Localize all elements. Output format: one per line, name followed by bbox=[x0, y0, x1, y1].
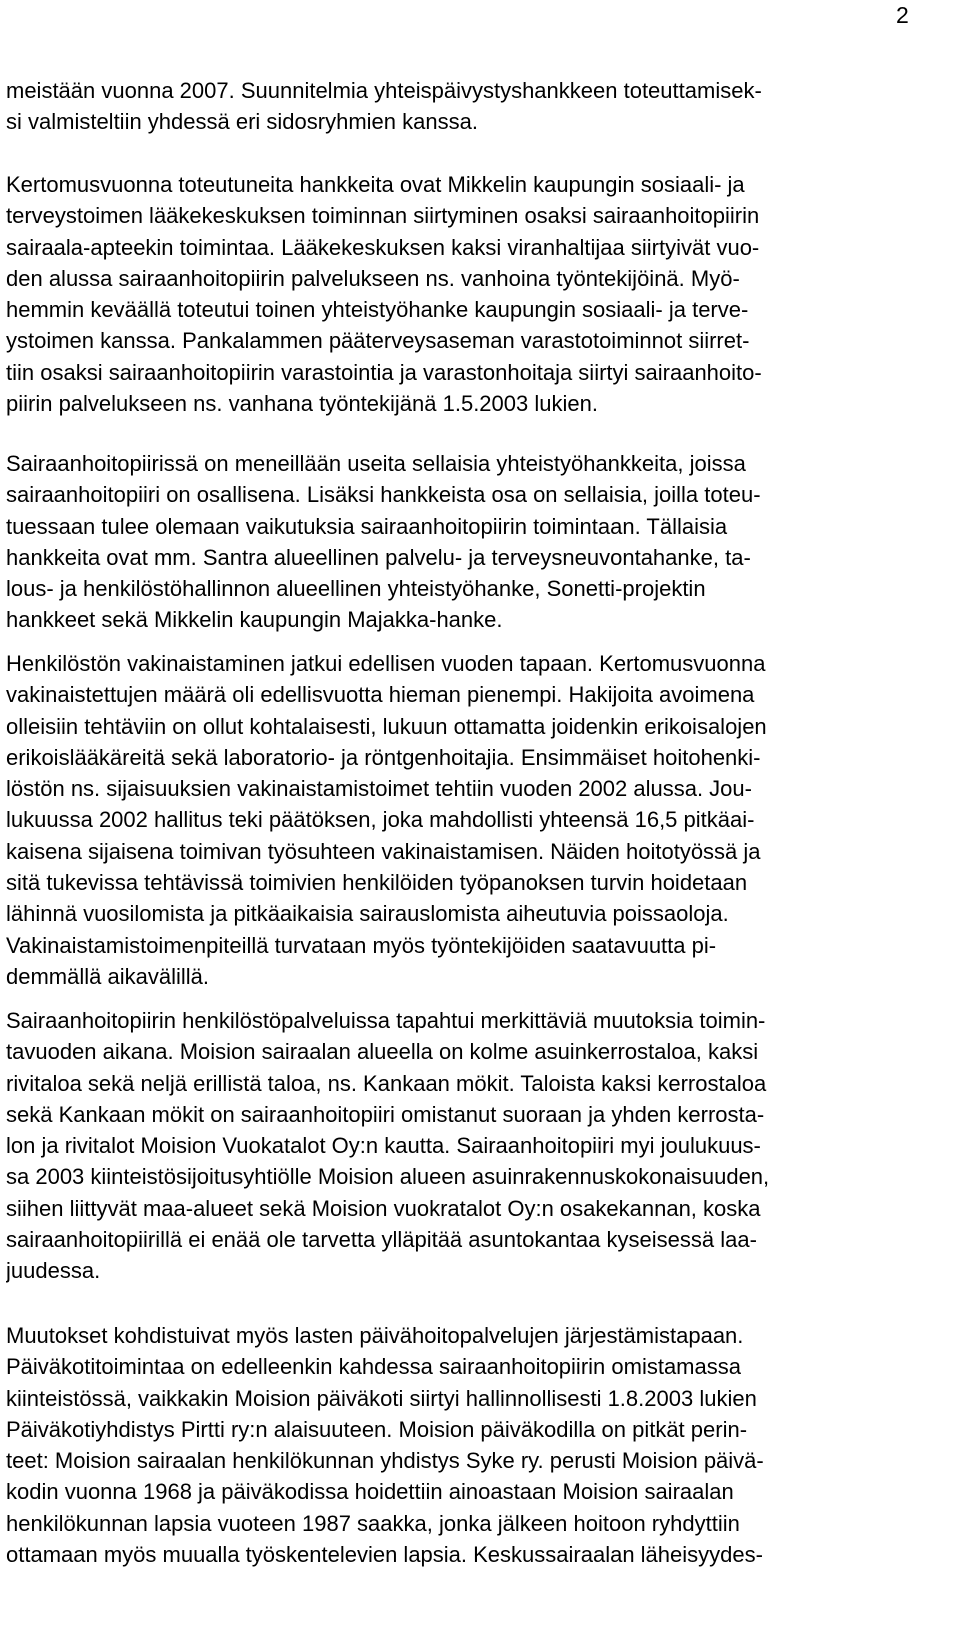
text-line: demmällä aikavälillä. bbox=[6, 963, 209, 989]
text-line: Päiväkotitoimintaa on edelleenkin kahdessa sairaanhoitopiirin omistamassa bbox=[6, 1354, 741, 1380]
text-line: Vakinaistamistoimenpiteillä turvataan myös työntekijöiden saatavuutta pi- bbox=[6, 932, 717, 958]
text-line: Päiväkotiyhdistys Pirtti ry:n alaisuuteen. Moision päiväkodilla on pitkät perin- bbox=[6, 1416, 748, 1442]
paragraph-toteutuneet-hankkeet bbox=[6, 169, 956, 419]
text-line: rivitaloa sekä neljä erillistä taloa, ns. Kankaan mökit. Taloista kaksi kerrostaloa bbox=[6, 1070, 767, 1096]
text-line: sairaala-apteekin toimintaa. Lääkekeskuksen kaksi viranhaltijaa siirtyivät vuo- bbox=[6, 234, 760, 260]
text-line: siihen liittyvät maa-alueet sekä Moision vuokratalot Oy:n osakekannan, koska bbox=[6, 1195, 761, 1221]
text-line: hemmin keväällä toteutui toinen yhteistyöhanke kaupungin sosiaali- ja terve- bbox=[6, 297, 749, 323]
page-number: 2 bbox=[896, 2, 909, 28]
paragraph-yhteistyohankkeet bbox=[6, 448, 956, 636]
text-line: si valmisteltiin yhdessä eri sidosryhmien kanssa. bbox=[6, 109, 478, 135]
text-line: Henkilöstön vakinaistaminen jatkui edellisen vuoden tapaan. Kertomusvuonna bbox=[6, 651, 766, 676]
text-line: hankkeita ovat mm. Santra alueellinen palvelu- ja terveysneuvontahanke, ta- bbox=[6, 544, 751, 570]
paragraph-yhteispaivystys bbox=[6, 75, 956, 138]
text-line: piirin palvelukseen ns. vanhana työntekijänä 1.5.2003 lukien. bbox=[6, 391, 598, 417]
text-line: kaisena sijaisena toimivan työsuhteen vakinaistamisen. Näiden hoitotyössä ja bbox=[6, 838, 761, 864]
text-line: tuessaan tulee olemaan vaikutuksia sairaanhoitopiirin toimintaan. Tällaisia bbox=[6, 513, 728, 539]
text-line: ystoimen kanssa. Pankalammen pääterveysaseman varastotoiminnot siirret- bbox=[6, 328, 750, 354]
text-line: sairaanhoitopiirillä ei enää ole tarvetta ylläpitää asuntokantaa kyseisessä laa- bbox=[6, 1227, 757, 1253]
text-line: lukuussa 2002 hallitus teki päätöksen, joka mahdollisti yhteensä 16,5 pitkäai- bbox=[6, 807, 755, 833]
text-line: tiin osaksi sairaanhoitopiirin varastointia ja varastonhoitaja siirtyi sairaanhoito- bbox=[6, 359, 762, 385]
text-line: Sairaanhoitopiirin henkilöstöpalveluissa tapahtui merkittäviä muutoksia toimin- bbox=[6, 1008, 766, 1033]
text-line: kodin vuonna 1968 ja päiväkodissa hoidettiin ainoastaan Moision sairaalan bbox=[6, 1479, 734, 1505]
text-line: terveystoimen lääkekeskuksen toiminnan siirtyminen osaksi sairaanhoitopiirin bbox=[6, 203, 760, 229]
text-line: teet: Moision sairaalan henkilökunnan yhdistys Syke ry. perusti Moision päivä- bbox=[6, 1448, 764, 1474]
text-line: sitä tukevissa tehtävissä toimivien henkilöiden työpanoksen turvin hoidetaan bbox=[6, 870, 748, 896]
text-line: löstön ns. sijaisuuksien vakinaistamistoimet tehtiin vuoden 2002 alussa. Jou- bbox=[6, 776, 752, 802]
text-line: tavuoden aikana. Moision sairaalan alueella on kolme asuinkerrostaloa, kaksi bbox=[6, 1039, 759, 1065]
paragraph-henkilostopalvelut bbox=[6, 1005, 956, 1287]
text-line: ottamaan myös muualla työskentelevien lapsia. Keskussairaalan läheisyydes- bbox=[6, 1542, 763, 1568]
text-line: sa 2003 kiinteistösijoitusyhtiölle Moision alueen asuinrakennuskokonaisuuden, bbox=[6, 1164, 770, 1190]
text-line: lon ja rivitalot Moision Vuokatalot Oy:n kautta. Sairaanhoitopiiri myi joulukuus- bbox=[6, 1133, 761, 1159]
text-line: kiinteistössä, vaikkakin Moision päiväkoti siirtyi hallinnollisesti 1.8.2003 lukien bbox=[6, 1385, 757, 1411]
text-line: olleisiin tehtäviin on ollut kohtalaisesti, lukuun ottamatta joidenkin erikoisalojen bbox=[6, 713, 767, 739]
text-line: vakinaistettujen määrä oli edellisvuotta hieman pienempi. Hakijoita avoimena bbox=[6, 682, 755, 708]
text-line: Muutokset kohdistuivat myös lasten päivähoitopalvelujen järjestämistapaan. bbox=[6, 1323, 744, 1348]
paragraph-vakinaistaminen bbox=[6, 648, 956, 992]
text-line: Kertomusvuonna toteutuneita hankkeita ovat Mikkelin kaupungin sosiaali- ja bbox=[6, 172, 745, 197]
text-line: den alussa sairaanhoitopiirin palvelukseen ns. vanhoina työntekijöinä. Myö- bbox=[6, 265, 740, 291]
text-line: lähinnä vuosilomista ja pitkäaikaisia sairauslomista aiheutuvia poissaoloja. bbox=[6, 901, 729, 927]
text-line: hankkeet sekä Mikkelin kaupungin Majakka-hanke. bbox=[6, 607, 503, 633]
text-line: juudessa. bbox=[6, 1258, 101, 1284]
text-line: erikoislääkäreitä sekä laboratorio- ja röntgenhoitajia. Ensimmäiset hoitohenki- bbox=[6, 744, 761, 770]
text-line: meistään vuonna 2007. Suunnitelmia yhteispäivystyshankkeen toteuttamisek- bbox=[6, 78, 762, 103]
text-line: Sairaanhoitopiirissä on meneillään useita sellaisia yhteistyöhankkeita, joissa bbox=[6, 451, 746, 476]
paragraph-paivahoitopalvelut bbox=[6, 1320, 956, 1570]
text-line: lous- ja henkilöstöhallinnon alueellinen yhteistyöhanke, Sonetti-projektin bbox=[6, 576, 706, 602]
text-line: sekä Kankaan mökit on sairaanhoitopiiri omistanut suoraan ja yhden kerrosta- bbox=[6, 1101, 765, 1127]
text-line: henkilökunnan lapsia vuoteen 1987 saakka, jonka jälkeen hoitoon ryhdyttiin bbox=[6, 1510, 740, 1536]
text-line: sairaanhoitopiiri on osallisena. Lisäksi hankkeista osa on sellaisia, joilla toteu- bbox=[6, 482, 761, 508]
